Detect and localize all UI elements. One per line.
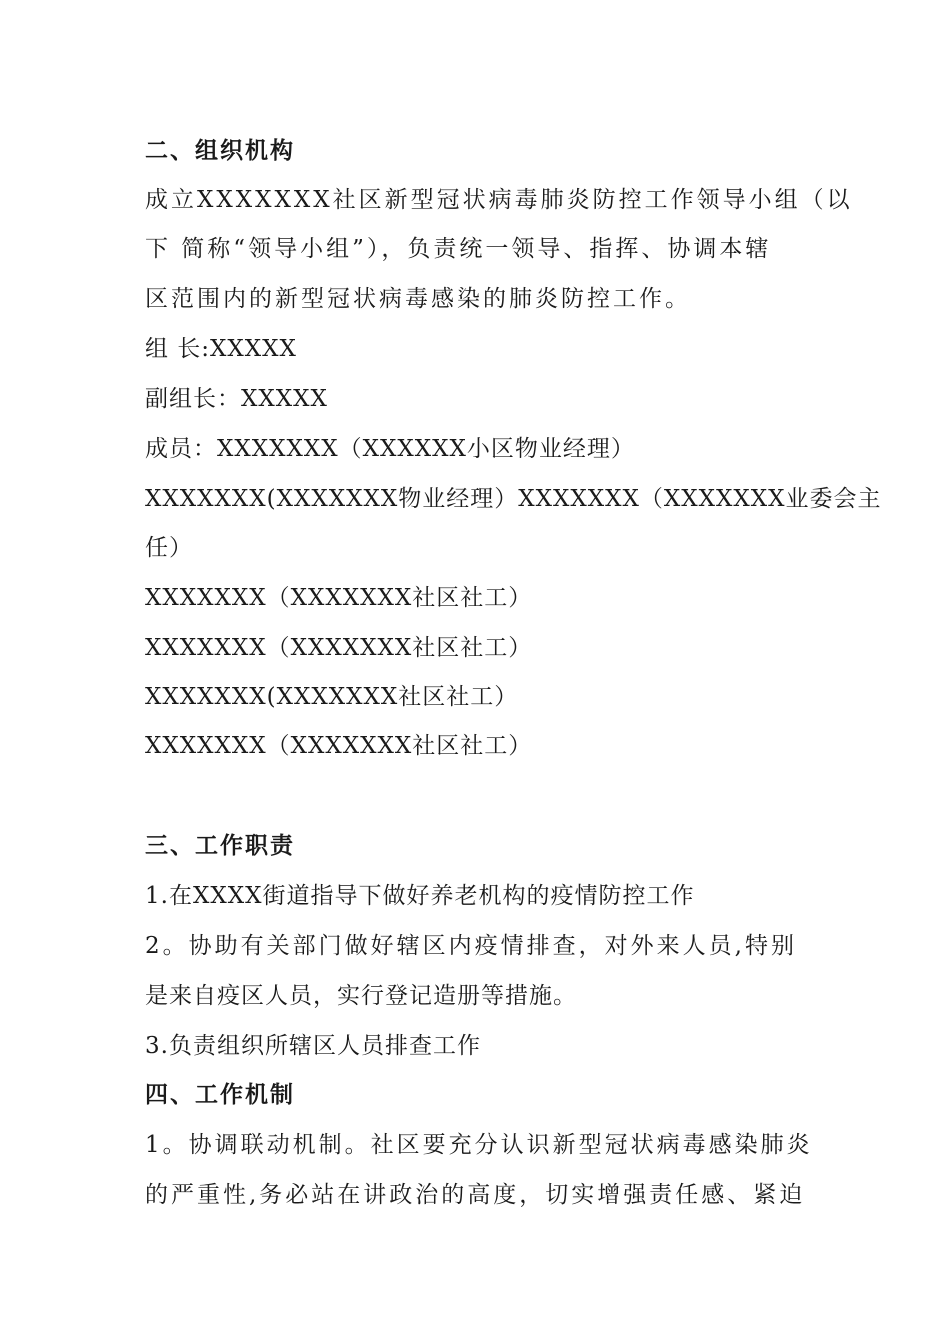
- member-line-5: XXXXXXX（XXXXXXX社区社工）: [145, 635, 533, 661]
- duty-line-3: 是来自疫区人员，实行登记造册等措施。: [145, 983, 577, 1009]
- intro-line-2: 下 简称“领导小组”），负责统一领导、指挥、协调本辖: [145, 236, 772, 262]
- section-heading-organization: 二、组织机构: [145, 138, 295, 164]
- duty-line-2: 2。协助有关部门做好辖区内疫情排查，对外来人员,特别: [145, 933, 797, 959]
- member-line-1: 成员：XXXXXXX（XXXXXX小区物业经理）: [145, 436, 635, 462]
- duty-line-4: 3.负责组织所辖区人员排查工作: [145, 1033, 481, 1059]
- intro-line-1: 成立XXXXXXX社区新型冠状病毒肺炎防控工作领导小组（以: [145, 187, 853, 213]
- member-line-7: XXXXXXX（XXXXXXX社区社工）: [145, 733, 533, 759]
- leader-line: 组 长:XXXXX: [145, 336, 297, 362]
- member-line-3: 任）: [145, 535, 193, 561]
- duty-line-1: 1.在XXXX街道指导下做好养老机构的疫情防控工作: [145, 883, 695, 909]
- member-line-2: XXXXXXX(XXXXXXX物业经理）XXXXXXX（XXXXXXX业委会主: [145, 486, 882, 512]
- intro-line-3: 区范围内的新型冠状病毒感染的肺炎防控工作。: [145, 286, 691, 312]
- section-heading-mechanism: 四、工作机制: [145, 1082, 295, 1108]
- deputy-leader-line: 副组长：XXXXX: [145, 386, 328, 412]
- mechanism-line-2: 的严重性,务必站在讲政治的高度，切实增强责任感、紧迫: [145, 1182, 806, 1208]
- mechanism-line-1: 1。协调联动机制。社区要充分认识新型冠状病毒感染肺炎: [145, 1132, 813, 1158]
- member-line-6: XXXXXXX(XXXXXXX社区社工）: [145, 684, 519, 710]
- section-heading-duties: 三、工作职责: [145, 833, 295, 859]
- member-line-4: XXXXXXX（XXXXXXX社区社工）: [145, 585, 533, 611]
